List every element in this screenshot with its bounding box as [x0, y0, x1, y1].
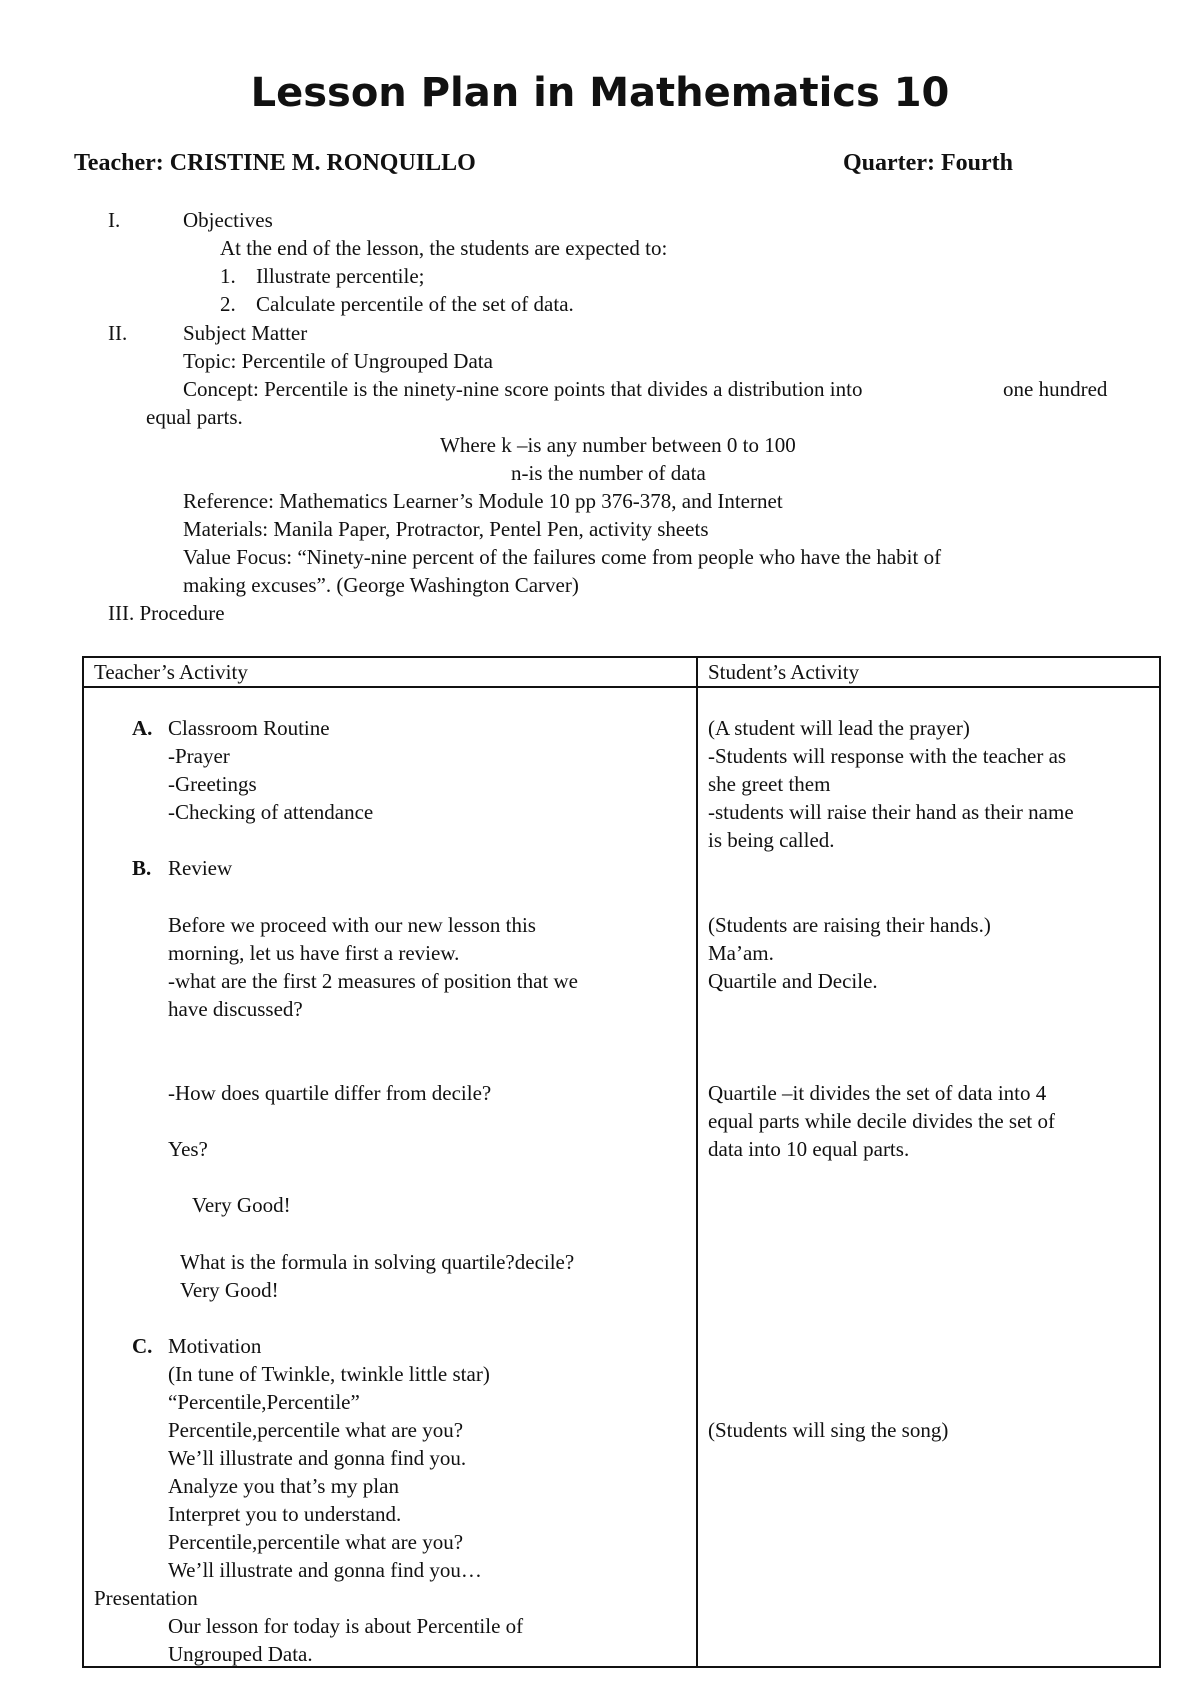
subject-topic: Topic: Percentile of Ungrouped Data	[183, 349, 493, 373]
student-quartile-decile: Quartile and Decile.	[708, 969, 878, 993]
procedure-table	[82, 656, 1161, 1668]
subject-reference: Reference: Mathematics Learner’s Module 10 pp 376-378, and Internet	[183, 489, 783, 513]
song-line-1: Percentile,percentile what are you?	[168, 1418, 464, 1442]
section-c-letter: C.	[132, 1334, 153, 1358]
student-activity-header: Student’s Activity	[697, 657, 1160, 687]
subject-where-n: n-is the number of data	[511, 461, 706, 485]
student-response-1: -Students will response with the teacher as	[708, 744, 1067, 768]
student-activity-cell	[697, 687, 1160, 1667]
student-difference-2: equal parts while decile divides the set of	[708, 1109, 1055, 1133]
review-line-3: -what are the first 2 measures of position that we	[168, 969, 578, 993]
teacher-activity-cell	[83, 687, 697, 1667]
subject-heading: Subject Matter	[183, 321, 308, 345]
subject-materials: Materials: Manila Paper, Protractor, Pentel Pen, activity sheets	[183, 517, 709, 541]
subject-where-k: Where k –is any number between 0 to 100	[440, 433, 796, 457]
teacher-label: Teacher: CRISTINE M. RONQUILLO	[74, 150, 476, 176]
song-line-4: Interpret you to understand.	[168, 1502, 402, 1526]
formula-question: What is the formula in solving quartile?decile?	[180, 1250, 575, 1274]
student-response-2: she greet them	[708, 772, 831, 796]
quarter-label: Quarter: Fourth	[843, 150, 1013, 176]
objectives-numeral: I.	[108, 208, 121, 232]
subject-concept-line1: Concept: Percentile is the ninety-nine score points that divides a distribution into	[183, 377, 863, 401]
review-line-1: Before we proceed with our new lesson this	[168, 913, 536, 937]
routine-prayer: -Prayer	[168, 744, 230, 768]
subject-concept-line1-end: one hundred	[1003, 377, 1108, 401]
yes-prompt: Yes?	[168, 1137, 208, 1161]
song-line-5: Percentile,percentile what are you?	[168, 1530, 464, 1554]
section-c-title: Motivation	[168, 1334, 262, 1358]
objective-num-1: 1.	[220, 264, 236, 288]
song-line-3: Analyze you that’s my plan	[168, 1474, 399, 1498]
section-b-letter: B.	[132, 856, 152, 880]
very-good-2: Very Good!	[180, 1278, 279, 1302]
presentation-heading: Presentation	[94, 1586, 198, 1610]
motivation-tune: (In tune of Twinkle, twinkle little star)	[168, 1362, 490, 1386]
routine-attendance: -Checking of attendance	[168, 800, 374, 824]
student-hands: (Students are raising their hands.)	[708, 913, 991, 937]
section-a-letter: A.	[132, 716, 153, 740]
teacher-activity-header: Teacher’s Activity	[83, 657, 697, 687]
quartile-question: -How does quartile differ from decile?	[168, 1081, 492, 1105]
objectives-intro: At the end of the lesson, the students are expected to:	[220, 236, 668, 260]
objective-text-1: Illustrate percentile;	[256, 264, 425, 288]
student-maam: Ma’am.	[708, 941, 774, 965]
student-raise-2: is being called.	[708, 828, 835, 852]
student-prayer: (A student will lead the prayer)	[708, 716, 970, 740]
presentation-line-1: Our lesson for today is about Percentile of	[168, 1614, 524, 1638]
routine-greetings: -Greetings	[168, 772, 257, 796]
song-line-2: We’ll illustrate and gonna find you.	[168, 1446, 467, 1470]
subject-value-focus-line1: Value Focus: “Ninety-nine percent of the failures come from people who have the habit of	[183, 545, 942, 569]
student-difference-3: data into 10 equal parts.	[708, 1137, 910, 1161]
review-line-4: have discussed?	[168, 997, 303, 1021]
page-title: Lesson Plan in Mathematics 10	[250, 70, 950, 116]
section-a-title: Classroom Routine	[168, 716, 330, 740]
student-raise-1: -students will raise their hand as their name	[708, 800, 1074, 824]
song-title: “Percentile,Percentile”	[168, 1390, 360, 1414]
objectives-heading: Objectives	[183, 208, 273, 232]
presentation-line-2: Ungrouped Data.	[168, 1642, 313, 1666]
student-sing: (Students will sing the song)	[708, 1418, 949, 1442]
procedure-table-body	[83, 687, 1160, 1667]
procedure-table-header	[83, 657, 1160, 687]
section-b-title: Review	[168, 856, 233, 880]
song-line-6: We’ll illustrate and gonna find you…	[168, 1558, 482, 1582]
subject-numeral: II.	[108, 321, 128, 345]
very-good-1: Very Good!	[192, 1193, 291, 1217]
subject-concept-line2: equal parts.	[146, 405, 243, 429]
review-line-2: morning, let us have first a review.	[168, 941, 460, 965]
procedure-heading: III. Procedure	[108, 601, 225, 625]
subject-value-focus-line2: making excuses”. (George Washington Carver)	[183, 573, 579, 597]
objective-text-2: Calculate percentile of the set of data.	[256, 292, 574, 316]
student-difference-1: Quartile –it divides the set of data into 4	[708, 1081, 1047, 1105]
objective-num-2: 2.	[220, 292, 236, 316]
